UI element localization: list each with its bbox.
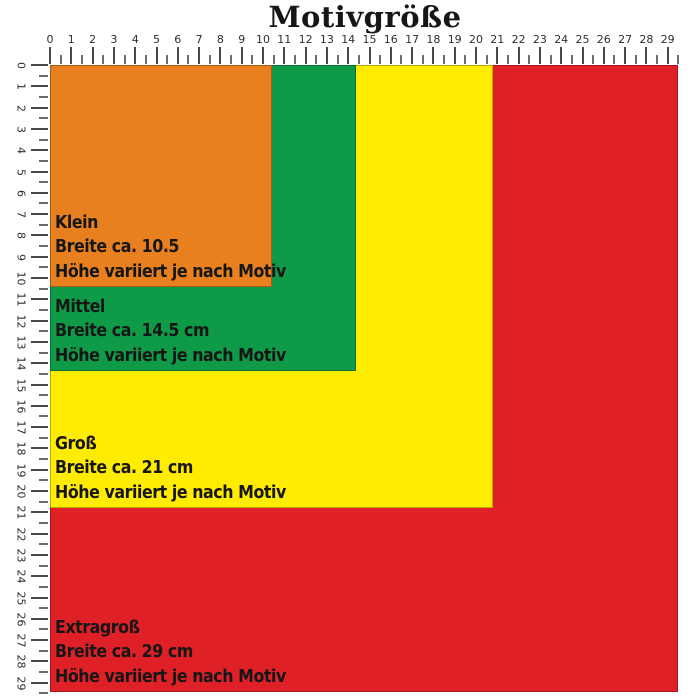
v-ruler-minor-tick	[39, 309, 48, 311]
v-ruler-major-tick	[31, 511, 48, 513]
v-ruler-number: 26	[14, 612, 28, 627]
h-ruler-major-tick	[560, 47, 562, 64]
h-ruler-number: 14	[341, 33, 356, 46]
v-ruler-number: 12	[14, 314, 28, 329]
h-ruler-major-tick	[113, 47, 115, 64]
v-ruler-major-tick	[31, 213, 48, 215]
h-ruler-major-tick	[283, 47, 285, 64]
h-ruler-number: 0	[46, 33, 54, 46]
v-ruler-number: 10	[14, 271, 28, 286]
v-ruler-number: 6	[14, 189, 28, 197]
v-ruler-major-tick	[31, 575, 48, 577]
v-ruler-major-tick	[31, 320, 48, 322]
v-ruler-minor-tick	[39, 224, 48, 226]
h-ruler-major-tick	[241, 47, 243, 64]
v-ruler-minor-tick	[39, 181, 48, 183]
h-ruler-major-tick	[92, 47, 94, 64]
h-ruler-minor-tick	[60, 55, 62, 64]
h-ruler-major-tick	[582, 47, 584, 64]
size-name: Extragroß	[55, 616, 140, 638]
h-ruler-number: 11	[277, 33, 292, 46]
v-ruler-minor-tick	[39, 202, 48, 204]
h-ruler-number: 1	[67, 33, 75, 46]
h-ruler-minor-tick	[337, 55, 339, 64]
h-ruler-major-tick	[305, 47, 307, 64]
v-ruler-number: 15	[14, 378, 28, 392]
h-ruler-minor-tick	[571, 55, 573, 64]
h-ruler-number: 18	[426, 33, 441, 46]
h-ruler-number: 24	[554, 33, 569, 46]
v-ruler-major-tick	[31, 469, 48, 471]
size-width-label: Breite ca. 29 cm	[55, 641, 193, 662]
v-ruler-major-tick	[31, 341, 48, 343]
size-name: Mittel	[55, 295, 105, 317]
h-ruler-minor-tick	[273, 55, 275, 64]
v-ruler-minor-tick	[39, 266, 48, 268]
v-ruler-number: 8	[14, 232, 28, 240]
v-ruler-number: 24	[14, 569, 28, 584]
h-ruler-minor-tick	[464, 55, 466, 64]
h-ruler-minor-tick	[635, 55, 637, 64]
v-ruler-number: 4	[14, 147, 28, 155]
v-ruler-minor-tick	[39, 607, 48, 609]
v-ruler-major-tick	[31, 639, 48, 641]
h-ruler-number: 13	[319, 33, 334, 46]
h-ruler-number: 25	[575, 33, 590, 46]
v-ruler-major-tick	[31, 660, 48, 662]
h-ruler-minor-tick	[550, 55, 552, 64]
h-ruler-number: 6	[174, 33, 182, 46]
v-ruler-major-tick	[31, 447, 48, 449]
h-ruler-major-tick	[70, 47, 72, 64]
v-ruler-minor-tick	[39, 117, 48, 119]
v-ruler-major-tick	[31, 426, 48, 428]
h-ruler-minor-tick	[166, 55, 168, 64]
h-ruler-major-tick	[262, 47, 264, 64]
v-ruler-minor-tick	[39, 75, 48, 77]
h-ruler-major-tick	[518, 47, 520, 64]
size-name: Groß	[55, 432, 97, 454]
h-ruler-minor-tick	[379, 55, 381, 64]
size-height-label: Höhe variiert je nach Motiv	[55, 344, 286, 366]
size-labels-extragross	[55, 616, 286, 690]
v-ruler-minor-tick	[39, 352, 48, 354]
h-ruler-minor-tick	[422, 55, 424, 64]
h-ruler-number: 8	[216, 33, 224, 46]
h-ruler-minor-tick	[124, 55, 126, 64]
v-ruler-number: 18	[14, 441, 28, 456]
h-ruler-number: 9	[238, 33, 246, 46]
h-ruler-minor-tick	[81, 55, 83, 64]
v-ruler-major-tick	[31, 682, 48, 684]
v-ruler-minor-tick	[39, 586, 48, 588]
size-labels-klein	[55, 211, 286, 285]
v-ruler-minor-tick	[39, 394, 48, 396]
h-ruler-minor-tick	[315, 55, 317, 64]
h-ruler-minor-tick	[677, 55, 679, 64]
h-ruler-number: 10	[256, 33, 270, 46]
h-ruler-major-tick	[369, 47, 371, 64]
v-ruler-number: 2	[14, 104, 28, 112]
v-ruler-major-tick	[31, 362, 48, 364]
v-ruler-major-tick	[31, 277, 48, 279]
h-ruler-major-tick	[219, 47, 221, 64]
h-ruler-major-tick	[390, 47, 392, 64]
h-ruler-minor-tick	[592, 55, 594, 64]
h-ruler-minor-tick	[230, 55, 232, 64]
h-ruler-number: 29	[660, 33, 675, 46]
h-ruler-minor-tick	[400, 55, 402, 64]
size-labels-gross	[55, 432, 286, 506]
h-ruler-major-tick	[326, 47, 328, 64]
v-ruler-minor-tick	[39, 288, 48, 290]
size-width-label: Breite ca. 10.5	[55, 236, 179, 257]
size-width-label: Breite ca. 14.5 cm	[55, 320, 210, 341]
h-ruler-major-tick	[475, 47, 477, 64]
size-width-label: Breite ca. 21 cm	[55, 457, 193, 478]
v-ruler-number: 3	[14, 125, 28, 133]
v-ruler-minor-tick	[39, 330, 48, 332]
v-ruler-major-tick	[31, 107, 48, 109]
v-ruler-number: 1	[14, 83, 28, 91]
v-ruler-minor-tick	[39, 501, 48, 503]
v-ruler-number: 14	[14, 356, 28, 371]
v-ruler-minor-tick	[39, 671, 48, 673]
v-ruler-minor-tick	[39, 245, 48, 247]
v-ruler-number: 13	[14, 335, 28, 350]
size-name: Klein	[55, 211, 98, 233]
v-ruler-minor-tick	[39, 565, 48, 567]
v-ruler-number: 20	[14, 484, 28, 499]
h-ruler-minor-tick	[145, 55, 147, 64]
v-ruler-number: 25	[14, 591, 28, 605]
v-ruler-major-tick	[31, 618, 48, 620]
v-ruler-major-tick	[31, 256, 48, 258]
v-ruler-number: 22	[14, 527, 28, 542]
h-ruler-number: 5	[153, 33, 160, 46]
v-ruler-number: 23	[14, 548, 28, 563]
h-ruler-major-tick	[198, 47, 200, 64]
h-ruler-major-tick	[496, 47, 498, 64]
h-ruler-major-tick	[411, 47, 413, 64]
v-ruler-number: 16	[14, 399, 28, 414]
h-ruler-number: 15	[362, 33, 377, 46]
h-ruler-minor-tick	[187, 55, 189, 64]
v-ruler-minor-tick	[39, 373, 48, 375]
v-ruler-major-tick	[31, 234, 48, 236]
h-ruler-major-tick	[432, 47, 434, 64]
v-ruler-minor-tick	[39, 415, 48, 417]
size-height-label: Höhe variiert je nach Motiv	[55, 260, 286, 282]
v-ruler-minor-tick	[39, 437, 48, 439]
v-ruler-number: 29	[14, 676, 28, 691]
h-ruler-minor-tick	[507, 55, 509, 64]
h-ruler-minor-tick	[251, 55, 253, 64]
v-ruler-major-tick	[31, 597, 48, 599]
v-ruler-major-tick	[31, 171, 48, 173]
v-ruler-minor-tick	[39, 650, 48, 652]
size-height-label: Höhe variiert je nach Motiv	[55, 665, 286, 687]
h-ruler-minor-tick	[613, 55, 615, 64]
h-ruler-number: 17	[405, 33, 420, 46]
v-ruler-major-tick	[31, 490, 48, 492]
v-ruler-major-tick	[31, 149, 48, 151]
v-ruler-number: 9	[14, 253, 28, 261]
h-ruler-major-tick	[49, 47, 51, 64]
h-ruler-number: 22	[511, 33, 526, 46]
h-ruler-number: 16	[383, 33, 398, 46]
h-ruler-minor-tick	[294, 55, 296, 64]
h-ruler-number: 7	[195, 33, 203, 46]
v-ruler-minor-tick	[39, 628, 48, 630]
v-ruler-number: 19	[14, 463, 28, 478]
v-ruler-minor-tick	[39, 522, 48, 524]
v-ruler-minor-tick	[39, 458, 48, 460]
h-ruler-minor-tick	[443, 55, 445, 64]
v-ruler-number: 21	[14, 505, 28, 520]
h-ruler-number: 23	[532, 33, 547, 46]
v-ruler-major-tick	[31, 85, 48, 87]
h-ruler-major-tick	[645, 47, 647, 64]
v-ruler-major-tick	[31, 192, 48, 194]
v-ruler-major-tick	[31, 64, 48, 66]
page-title: Motivgröße	[268, 0, 462, 34]
size-labels-mittel	[55, 295, 286, 369]
h-ruler-major-tick	[347, 47, 349, 64]
v-ruler-number: 28	[14, 654, 28, 669]
v-ruler-major-tick	[31, 128, 48, 130]
size-square-klein	[50, 65, 286, 287]
h-ruler-major-tick	[156, 47, 158, 64]
h-ruler-number: 4	[131, 33, 139, 46]
v-ruler-number: 11	[14, 292, 28, 307]
h-ruler-major-tick	[667, 47, 669, 64]
v-ruler-minor-tick	[39, 139, 48, 141]
h-ruler-number: 12	[298, 33, 313, 46]
v-ruler-number: 0	[14, 62, 28, 69]
h-ruler-minor-tick	[528, 55, 530, 64]
h-ruler-number: 28	[639, 33, 654, 46]
v-ruler-major-tick	[31, 384, 48, 386]
v-ruler-number: 7	[14, 211, 28, 219]
h-ruler-number: 20	[469, 33, 483, 46]
h-ruler-minor-tick	[358, 55, 360, 64]
h-ruler-major-tick	[134, 47, 136, 64]
h-ruler-minor-tick	[656, 55, 658, 64]
v-ruler-number: 5	[14, 168, 28, 176]
v-ruler-minor-tick	[39, 160, 48, 162]
h-ruler-minor-tick	[102, 55, 104, 64]
h-ruler-major-tick	[624, 47, 626, 64]
v-ruler-minor-tick	[39, 479, 48, 481]
h-ruler-major-tick	[603, 47, 605, 64]
h-ruler-major-tick	[177, 47, 179, 64]
v-ruler-number: 27	[14, 633, 28, 648]
h-ruler-number: 3	[110, 33, 118, 46]
v-ruler-major-tick	[31, 298, 48, 300]
size-height-label: Höhe variiert je nach Motiv	[55, 481, 286, 503]
h-ruler-number: 2	[89, 33, 97, 46]
v-ruler-minor-tick	[39, 543, 48, 545]
v-ruler-minor-tick	[39, 96, 48, 98]
h-ruler-minor-tick	[209, 55, 211, 64]
v-ruler-minor-tick	[39, 692, 48, 694]
v-ruler-major-tick	[31, 554, 48, 556]
v-ruler-major-tick	[31, 533, 48, 535]
h-ruler-number: 19	[447, 33, 462, 46]
h-ruler-major-tick	[539, 47, 541, 64]
v-ruler-major-tick	[31, 405, 48, 407]
h-ruler-number: 21	[490, 33, 505, 46]
h-ruler-number: 26	[596, 33, 611, 46]
h-ruler-major-tick	[454, 47, 456, 64]
v-ruler-number: 17	[14, 420, 28, 435]
h-ruler-number: 27	[618, 33, 633, 46]
h-ruler-minor-tick	[486, 55, 488, 64]
